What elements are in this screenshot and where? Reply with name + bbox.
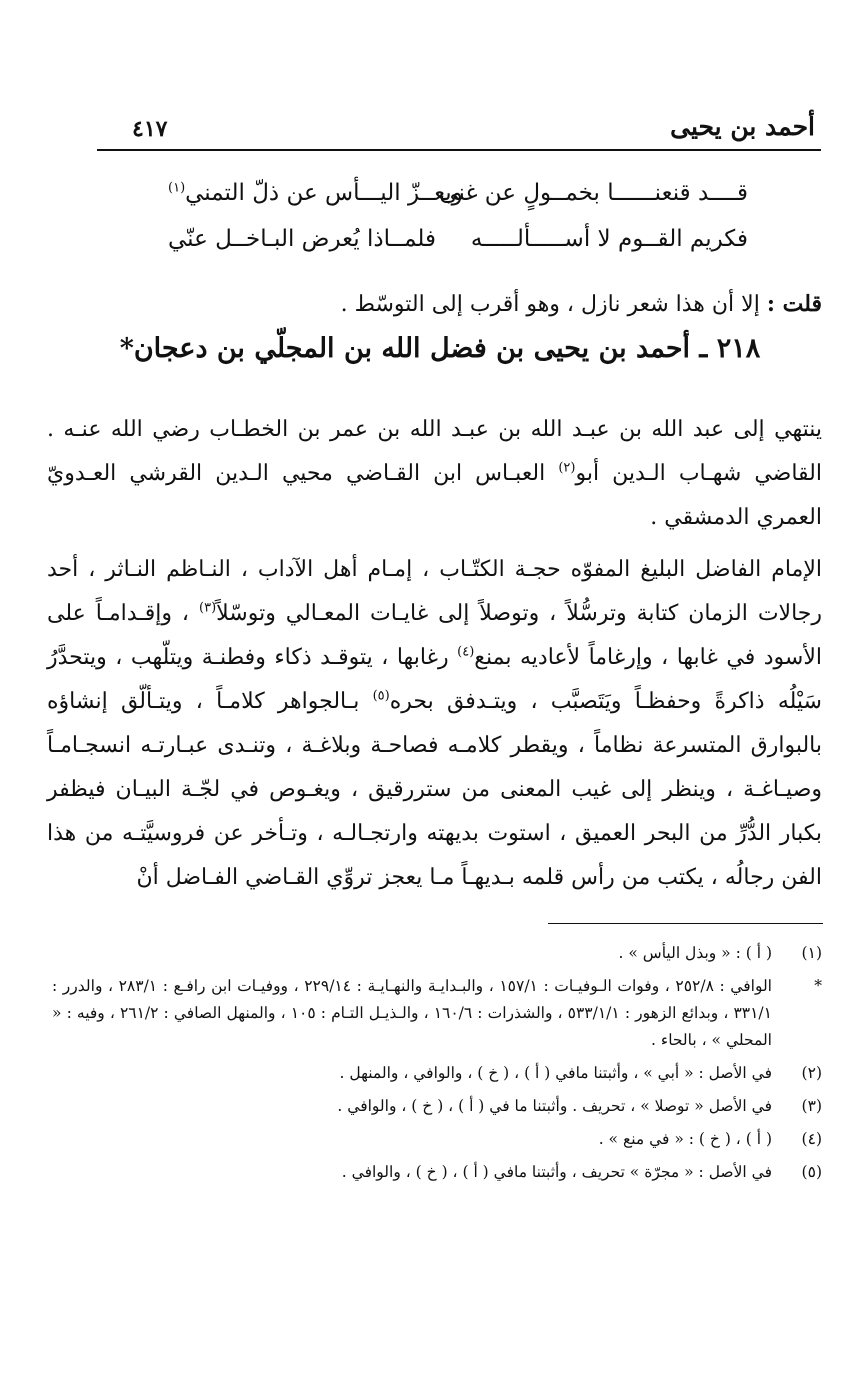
lineage-text-2: العبـاس ابن القـاضي محيي الـدين القرشي العـدويّ العمري الدمشقي .	[47, 461, 822, 530]
footnote-item	[52, 1159, 822, 1186]
bio-text-2: ، وإقـدامـاً على الأسود في غابها ، وإرغاماً لأعاديه بمنع	[47, 601, 822, 670]
qult-comment	[47, 282, 822, 327]
verse-line-2	[150, 226, 760, 266]
footnote-marker: (٤)	[801, 1130, 822, 1148]
lineage-text-1: ينتهي إلى عبد الله بن عبـد الله بن عبـد الله بن عمر بن الخطـاب رضي الله عنـه . القاضي شهـاب الـدين أبو	[47, 417, 822, 486]
footnote-ref-1: (١)	[168, 180, 186, 196]
footnote-text: الوافي : ٢٥٢/٨ ، وفوات الـوفيـات : ١٥٧/١ ، والبـدايـة والنهـايـة : ٢٢٩/١٤ ، ووفيـات ابن رافـع : ٢٨٣/١ ، والدرر : ٣٣١/١ ، وبدائع الزهور : ٥٣٣/١/١ ، والشذرات : ١٦٠/٦ ، والـذيـل التـام : ١٠٥ ، والمنهل الصافي : ٢٦١/٢ ، وفيه : « المحلي » ، بالحاء .	[52, 977, 772, 1049]
footnote-ref-3: (٣)	[199, 600, 217, 616]
footnote-ref-2: (٢)	[558, 460, 576, 476]
footnote-rule	[548, 923, 823, 924]
footnote-marker: (٣)	[801, 1097, 822, 1115]
footnote-marker: *	[814, 977, 822, 995]
qult-text: إلا أن هذا شعر نازل ، وهو أقرب إلى التوسّط .	[340, 292, 760, 317]
header-rule	[97, 149, 821, 151]
verse-1-first-hemistich: قــــد قنعنــــــا بخمــولٍ عن غنى	[439, 180, 748, 206]
bio-text-1: الإمام الفاضل البليغ المفوّه حجـة الكتّـاب ، إمـام أهل الآداب ، النـاظم النـاثر ، أحد رجالات الزمان كتابة وترسُّلاً ، وتوصلاً إلى غايـات المعـالي وتوسّلاً	[47, 557, 823, 626]
running-head: أحمد بن يحيى	[670, 112, 815, 141]
footnote-text: في الأصل : « أبي » ، وأثبتنا مافي ( أ ) ، ( خ ) ، والوافي ، والمنهل .	[339, 1064, 772, 1082]
footnote-text: ( أ ) ، ( خ ) : « في منع » .	[598, 1130, 772, 1148]
qult-label: قلت :	[766, 291, 822, 317]
verse-2-second-hemistich: فلمــاذا يُعرض البـاخــل عنّي	[168, 226, 436, 252]
footnote-item	[52, 940, 822, 967]
bio-text-4: بـالجواهر كلامـاً ، ويتـألّق إنشاؤه بالبوارق المتسرعة نظاماً ، ويقطر كلامـه فصاحـة وبلاغـة ، وتنـدى عبـارتـه انسجـامـاً وصيـاغـة ، وينظر إلى غيب المعنى من ستررقيق ، ويغـوص في لجّـة البيـان فيظفر بكبار الدُّرِّ من البحر العميق ، استوت بديهته وارتجـالـه ، وتـأخر عن فروسيَّتـه من هذا الفن رجالُه ، يكتب من رأس قلمه بـديهـاً مـا يعجز تروِّي القـاضي الفـاضل أنْ	[47, 689, 822, 890]
footnote-item	[52, 973, 822, 1054]
bio-text-3: رغابها ، يتوقـد ذكاء وفطنـة ويتلّهب ، ويتحدَّرُ سَيْلُه ذاكرةً وحفظـاً ويَتَصبَّب ، ويتـدفق بحره	[47, 645, 822, 714]
footnote-marker: (٥)	[801, 1163, 822, 1181]
footnote-text: في الأصل : « مجرّة » تحريف ، وأثبتنا مافي ( أ ) ، ( خ ) ، والوافي .	[341, 1163, 772, 1181]
page-number: ٤١٧	[132, 116, 168, 142]
footnote-ref-5: (٥)	[372, 688, 390, 704]
footnote-marker: (١)	[801, 944, 822, 962]
biography-paragraph	[47, 548, 822, 900]
footnote-item	[52, 1126, 822, 1153]
verse-1-second-hemistich	[168, 180, 463, 206]
footnote-text: في الأصل « توصلا » ، تحريف . وأثبتنا ما في ( أ ) ، ( خ ) ، والوافي .	[337, 1097, 772, 1115]
verse-line-1	[150, 180, 760, 220]
footnotes	[52, 940, 822, 1192]
verse-1-second-text: وبعــزّ اليـــأس عن ذلّ التمني	[185, 180, 463, 206]
footnote-item	[52, 1060, 822, 1087]
footnote-item	[52, 1093, 822, 1120]
lineage-paragraph	[47, 408, 822, 540]
entry-heading: ٢١٨ ـ أحمد بن يحيى بن فضل الله بن المجلّي بن دعجان*	[119, 333, 761, 364]
footnote-ref-4: (٤)	[457, 644, 475, 660]
footnote-marker: (٢)	[801, 1064, 822, 1082]
verse-2-first-hemistich: فكريم القــوم لا أســـــألـــــه	[470, 226, 748, 252]
footnote-text: ( أ ) : « وبذل اليأس » .	[618, 944, 772, 962]
